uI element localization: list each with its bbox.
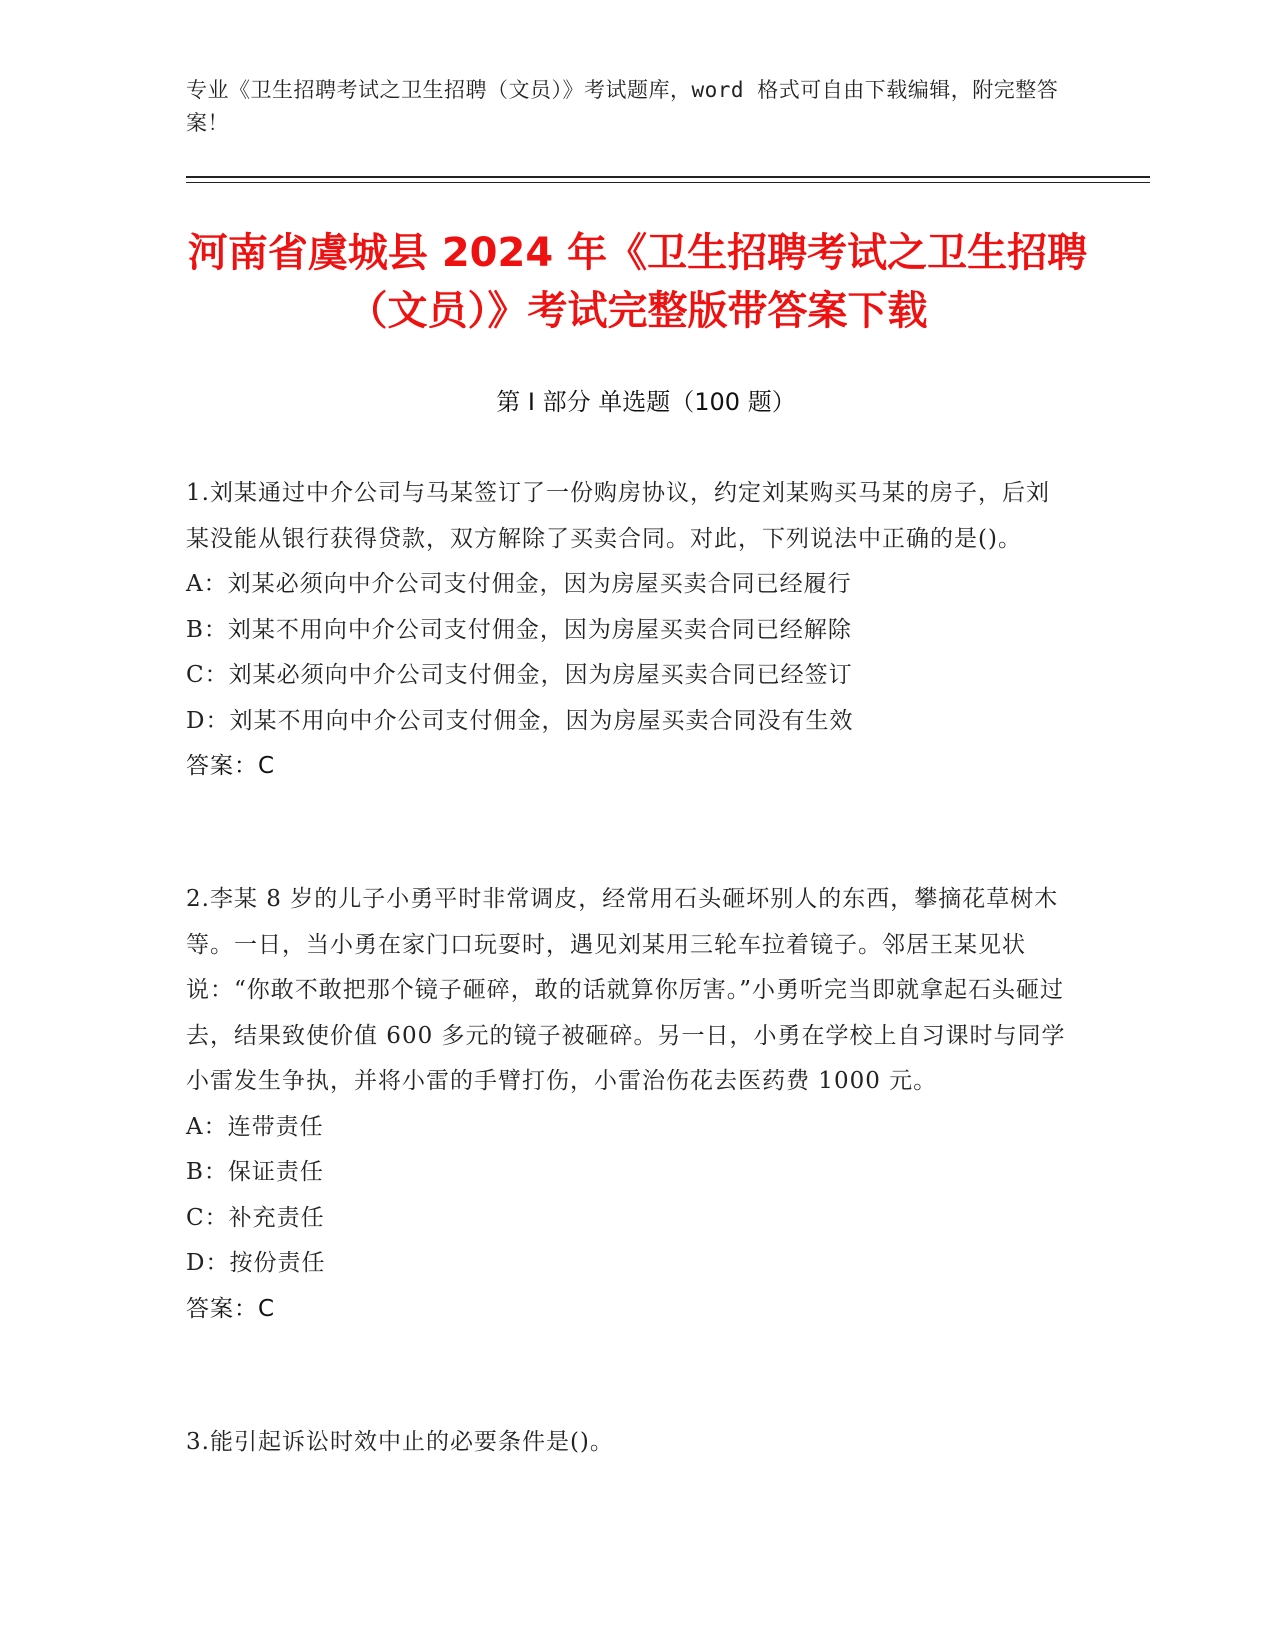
header-rule-thick [186,176,1150,178]
question-2 [186,877,1066,1332]
question-3 [186,1420,1066,1466]
header-rule-thin [186,182,1150,183]
document-title: 河南省虞城县 2024 年《卫生招聘考试之卫生招聘（文员）》考试完整版带答案下载 [187,230,1088,334]
section-title: 第 I 部分 单选题（100 题） [496,388,796,416]
question-1 [186,471,1066,790]
option-c: C：补充责任 [186,1204,325,1231]
answer: 答案：C [186,1295,276,1322]
question-stem: 2.李某 8 岁的儿子小勇平时非常调皮，经常用石头砸坏别人的东西，攀摘花草树木等。一日，当小勇在家门口玩耍时，遇见刘某用三轮车拉着镜子。邻居王某见状说：“你敢不敢把那个镜子砸碎，敢的话就算你厉害。”小勇听完当即就拿起石头砸过去，结果致使价值 600 多元的镜子被砸碎。另一日，小勇在学校上自习课时与同学小雷发生争执，并将小雷的手臂打伤，小雷治伤花去医药费 1000 元。 [186,886,1066,1094]
answer: 答案：C [186,753,276,779]
option-b: B：保证责任 [186,1159,324,1185]
option-a: A：连带责任 [186,1113,324,1140]
header-note: 专业《卫生招聘考试之卫生招聘（文员）》考试题库，word 格式可自由下载编辑，附完整答案！ [186,78,1059,135]
option-b: B：刘某不用向中介公司支付佣金，因为房屋买卖合同已经解除 [186,616,852,643]
option-d: D：按份责任 [186,1250,326,1276]
option-d: D：刘某不用向中介公司支付佣金，因为房屋买卖合同没有生效 [186,707,854,734]
question-stem: 3.能引起诉讼时效中止的必要条件是()。 [186,1429,614,1455]
option-a: A：刘某必须向中介公司支付佣金，因为房屋买卖合同已经履行 [186,571,852,597]
question-stem: 1.刘某通过中介公司与马某签订了一份购房协议，约定刘某购买马某的房子，后刘某没能从银行获得贷款，双方解除了买卖合同。对此，下列说法中正确的是()。 [186,480,1050,552]
option-c: C：刘某必须向中介公司支付佣金，因为房屋买卖合同已经签订 [186,662,853,688]
